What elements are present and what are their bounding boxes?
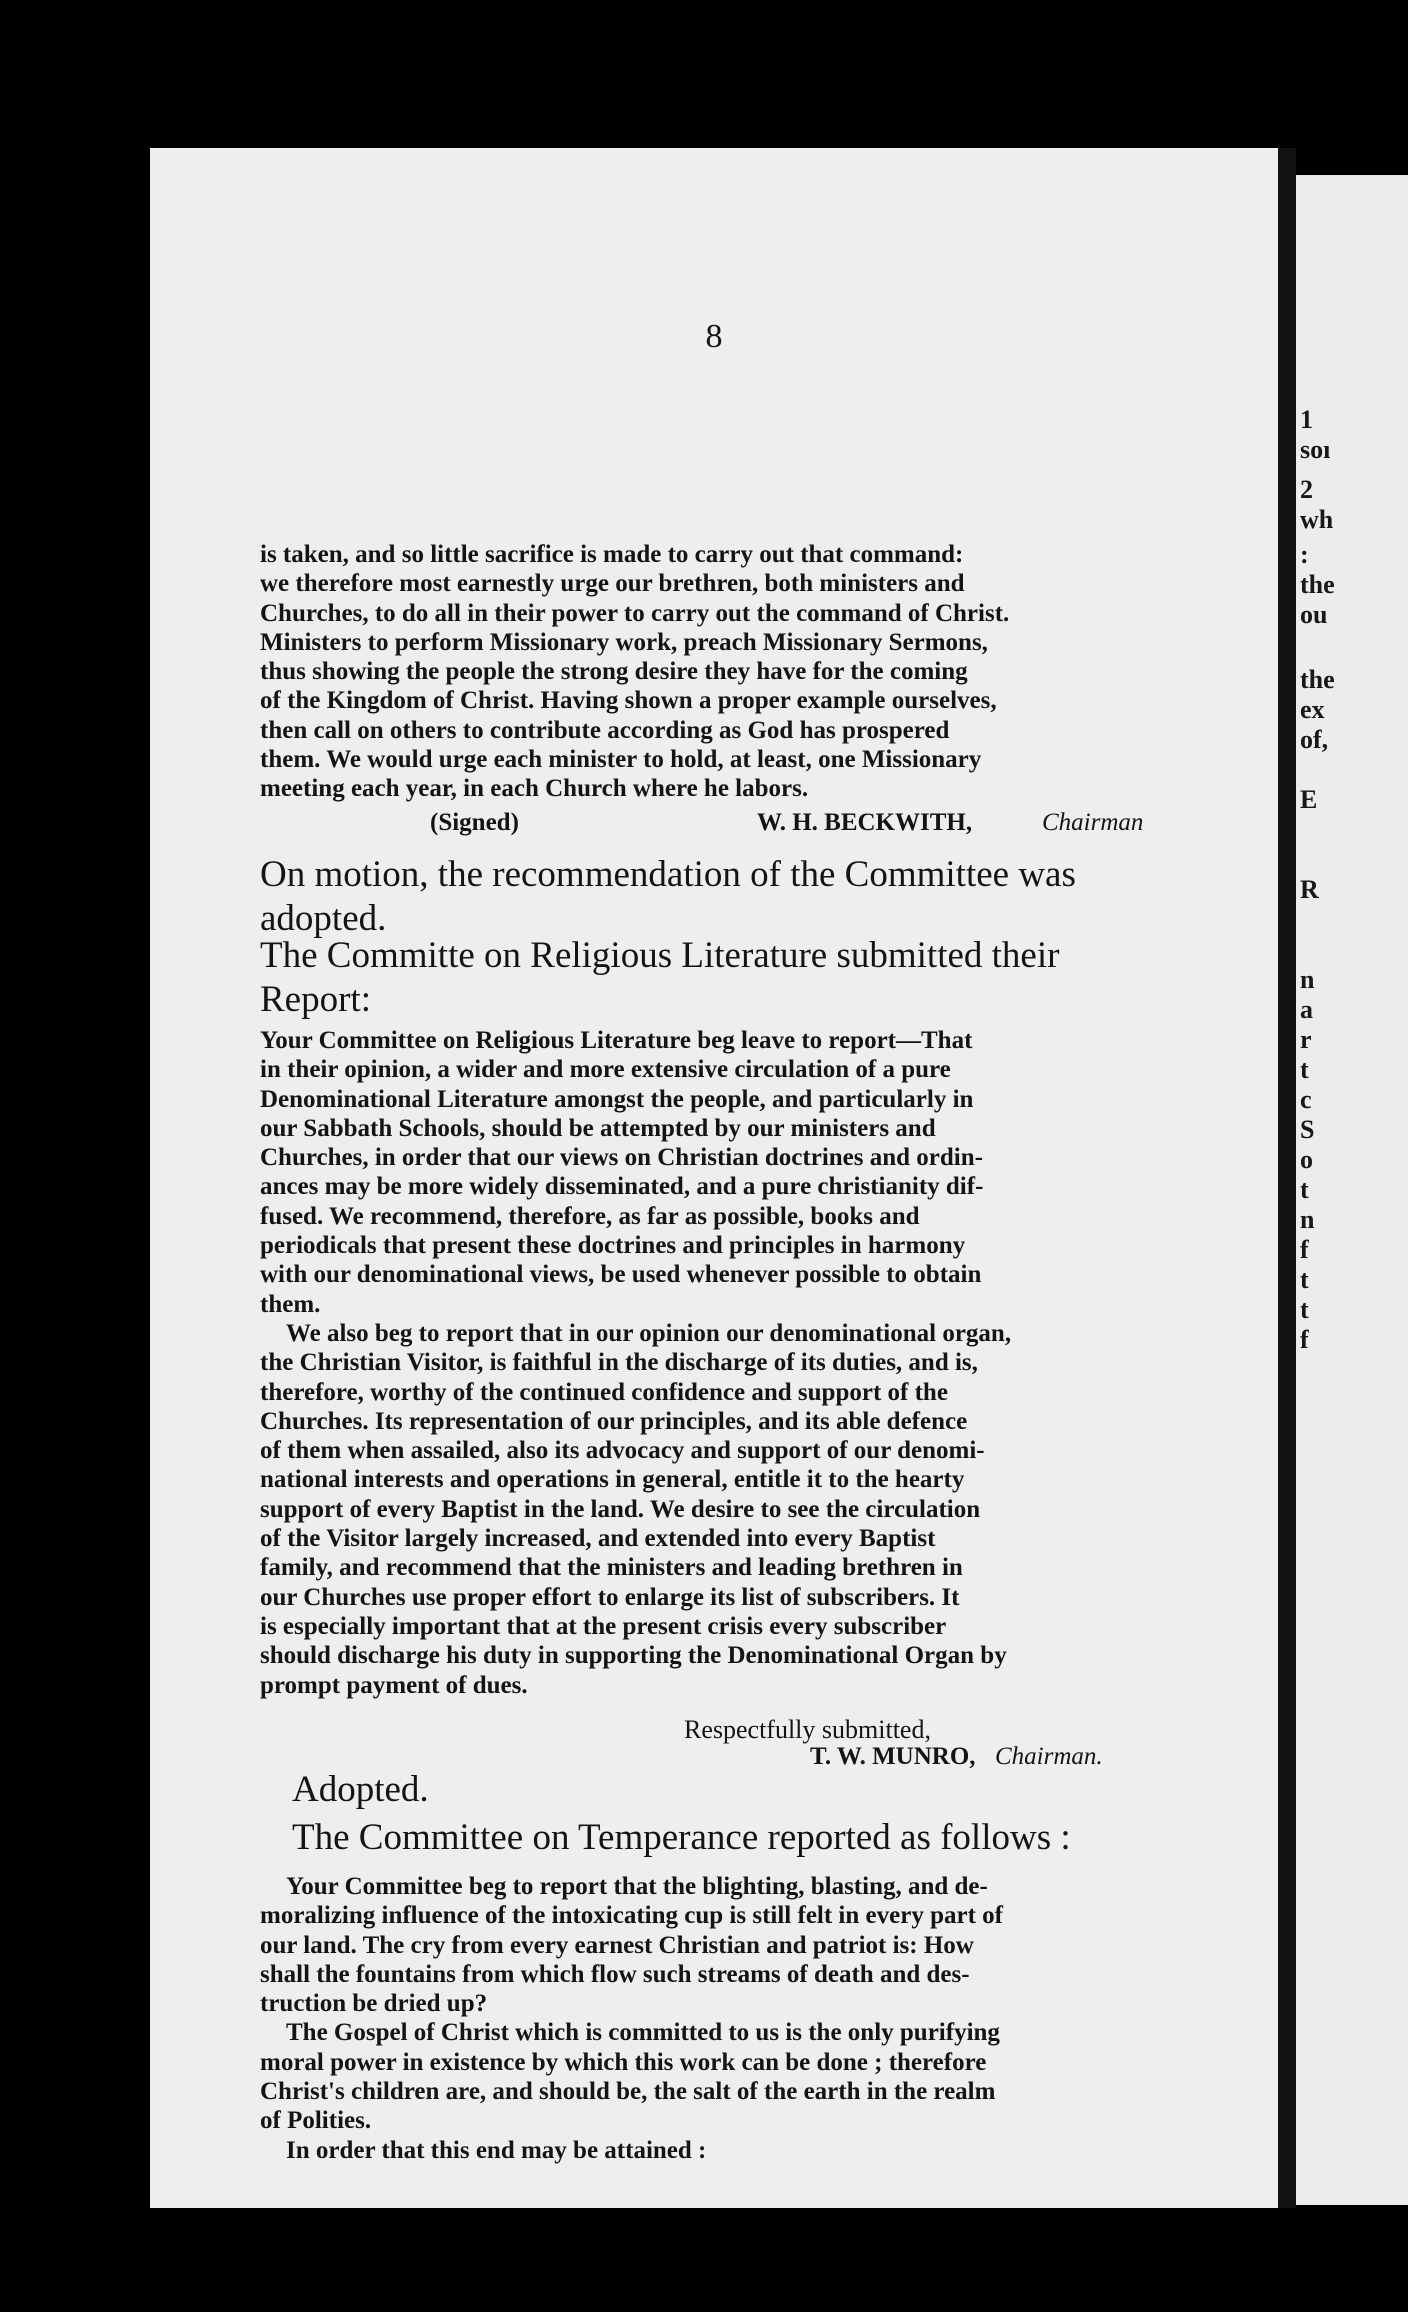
- text-line: In order that this end may be attained :: [286, 2136, 707, 2164]
- right-page-edge: [1296, 175, 1408, 2205]
- text-line: truction be dried up?: [260, 1990, 488, 2018]
- signed-label: (Signed): [430, 809, 519, 836]
- signature-title: Chairman: [1042, 809, 1144, 836]
- text-line: ances may be more widely disseminated, and a pure christianity dif-: [260, 1173, 984, 1201]
- fragment-text: n: [1300, 965, 1315, 994]
- book-spine-gutter: [1278, 148, 1296, 2208]
- text-line: national interests and operations in general, entitle it to the hearty: [260, 1466, 965, 1494]
- text-line: shall the fountains from which flow such streams of death and des-: [260, 1960, 970, 1988]
- respectfully-submitted: Respectfully submitted,: [684, 1715, 931, 1744]
- text-line: them. We would urge each minister to hold, at least, one Missionary: [260, 746, 982, 774]
- text-line: of them when assailed, also its advocacy and support of our denomi-: [260, 1437, 985, 1465]
- religious-literature-report: [260, 1026, 1278, 1700]
- fragment-text: f: [1300, 1235, 1309, 1264]
- fragment-text: ex: [1300, 695, 1325, 724]
- text-line: prompt payment of dues.: [260, 1671, 528, 1699]
- signature-title-2: Chairman.: [995, 1743, 1103, 1770]
- text-line: should discharge his duty in supporting the Denominational Organ by: [260, 1642, 1007, 1670]
- fragment-text: of,: [1300, 725, 1329, 754]
- temperance-report: [260, 1872, 1278, 2165]
- fragment-text: t: [1300, 1295, 1309, 1324]
- text-line: Christ's children are, and should be, the salt of the earth in the realm: [260, 2078, 996, 2106]
- fragment-text: wh: [1300, 505, 1334, 534]
- fragment-text: a: [1300, 995, 1313, 1024]
- page-number: 8: [705, 318, 723, 355]
- text-line: adopted.: [260, 898, 387, 939]
- text-line: of the Kingdom of Christ. Having shown a proper example ourselves,: [260, 687, 997, 715]
- fragment-text: o: [1300, 1145, 1313, 1174]
- fragment-text: the: [1300, 665, 1335, 694]
- text-line: with our denominational views, be used whenever possible to obtain: [260, 1261, 982, 1289]
- fragment-text: 1: [1300, 405, 1313, 434]
- text-line: thus showing the people the strong desire they have for the coming: [260, 658, 968, 686]
- text-line: meeting each year, in each Church where he labors.: [260, 775, 809, 803]
- text-line: therefore, worthy of the continued confidence and support of the: [260, 1378, 948, 1406]
- text-line: moralizing influence of the intoxicating cup is still felt in every part of: [260, 1902, 1003, 1930]
- fragment-text: soı: [1300, 435, 1331, 464]
- fragment-text: the: [1300, 570, 1335, 599]
- text-line: moral power in existence by which this work can be done ; therefore: [260, 2048, 987, 2076]
- text-line: Churches, to do all in their power to carry out the command of Christ.: [260, 599, 1010, 627]
- adopted-label: Adopted.: [292, 1769, 429, 1810]
- fragment-text: r: [1300, 1025, 1312, 1054]
- text-line: of Polities.: [260, 2107, 372, 2135]
- text-line: Your Committee on Religious Literature beg leave to report—That: [260, 1027, 973, 1054]
- signature-name: W. H. BECKWITH,: [757, 809, 973, 836]
- left-page: [150, 148, 1278, 2208]
- text-line: then call on others to contribute according as God has prospered: [260, 716, 950, 744]
- text-line: family, and recommend that the ministers and leading brethren in: [260, 1554, 963, 1582]
- fragment-text: S: [1300, 1115, 1315, 1144]
- temperance-heading: The Committee on Temperance reported as follows :: [292, 1817, 1071, 1858]
- text-line: our land. The cry from every earnest Christian and patriot is: How: [260, 1931, 974, 1959]
- text-line: On motion, the recommendation of the Committee was: [260, 854, 1076, 895]
- text-line: Ministers to perform Missionary work, preach Missionary Sermons,: [260, 628, 988, 656]
- fragment-text: n: [1300, 1205, 1315, 1234]
- signature-name-2: T. W. MUNRO,: [810, 1743, 976, 1770]
- fragment-text: t: [1300, 1175, 1309, 1204]
- fragment-text: c: [1300, 1085, 1312, 1114]
- text-line: The Gospel of Christ which is committed to us is the only purifying: [286, 2019, 1000, 2047]
- text-line: our Churches use proper effort to enlarge its list of subscribers. It: [260, 1583, 960, 1611]
- text-line: in their opinion, a wider and more extensive circulation of a pure: [260, 1056, 951, 1084]
- fragment-text: ou: [1300, 600, 1328, 629]
- heading-line: Report:: [260, 979, 371, 1020]
- text-line: fused. We recommend, therefore, as far as possible, books and: [260, 1202, 920, 1230]
- text-line: Your Committee beg to report that the blighting, blasting, and de-: [286, 1873, 988, 1900]
- fragment-text: t: [1300, 1265, 1309, 1294]
- missionary-report-paragraph: [260, 540, 1278, 804]
- fragment-text: :: [1300, 540, 1309, 569]
- text-line: support of every Baptist in the land. We desire to see the circulation: [260, 1495, 981, 1523]
- text-line: Denominational Literature amongst the people, and particularly in: [260, 1085, 974, 1113]
- text-line: is especially important that at the present crisis every subscriber: [260, 1612, 947, 1640]
- text-line: periodicals that present these doctrines and principles in harmony: [260, 1232, 966, 1260]
- fragment-text: f: [1300, 1325, 1309, 1354]
- fragment-text: 2: [1300, 475, 1313, 504]
- heading-line: The Committe on Religious Literature submitted their: [260, 935, 1060, 976]
- religious-literature-heading: [260, 934, 1278, 1022]
- text-line: our Sabbath Schools, should be attempted by our ministers and: [260, 1114, 936, 1142]
- motion-paragraph: [260, 853, 1278, 941]
- fragment-text: E: [1300, 785, 1318, 814]
- text-line: Churches, in order that our views on Christian doctrines and ordin-: [260, 1144, 983, 1172]
- text-line: them.: [260, 1290, 321, 1318]
- text-line: is taken, and so little sacrifice is made to carry out that command:: [260, 541, 964, 568]
- text-line: Churches. Its representation of our principles, and its able defence: [260, 1407, 968, 1435]
- fragment-text: R: [1300, 875, 1319, 904]
- text-line: the Christian Visitor, is faithful in the discharge of its duties, and is,: [260, 1349, 978, 1377]
- text-line: we therefore most earnestly urge our brethren, both ministers and: [260, 570, 965, 598]
- text-line: We also beg to report that in our opinion our denominational organ,: [286, 1319, 1012, 1347]
- text-line: of the Visitor largely increased, and extended into every Baptist: [260, 1525, 936, 1553]
- fragment-text: t: [1300, 1055, 1309, 1084]
